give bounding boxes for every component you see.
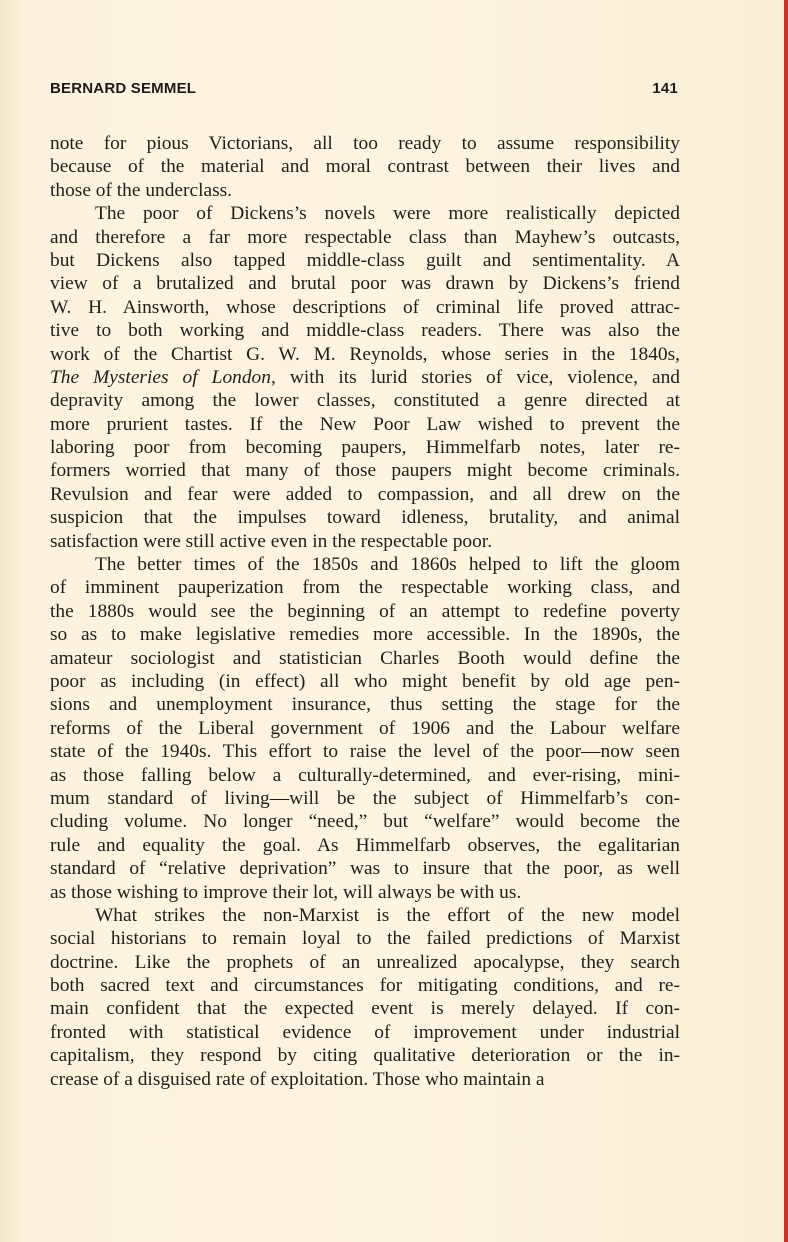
text-line: main confident that the expected event is merely delayed. If con- — [50, 998, 680, 1020]
text-line: of imminent pauperization from the respectable working class, and — [50, 577, 680, 599]
text-line: crease of a disguised rate of exploitation. Those who maintain a — [50, 1068, 545, 1090]
text-line: view of a brutalized and brutal poor was drawn by Dickens’s friend — [50, 273, 680, 295]
text-line: depravity among the lower classes, constituted a genre directed at — [50, 390, 680, 412]
text-line: so as to make legislative remedies more accessible. In the 1890s, the — [50, 624, 680, 646]
text-line: doctrine. Like the prophets of an unrealized apocalypse, they search — [50, 951, 680, 973]
text-line: but Dickens also tapped middle-class guilt and sentimentality. A — [50, 249, 680, 271]
text-line: poor as including (in effect) all who might benefit by old age pen- — [50, 670, 680, 692]
text-line: sions and unemployment insurance, thus setting the stage for the — [50, 694, 680, 716]
text-line: suspicion that the impulses toward idleness, brutality, and animal — [50, 507, 680, 529]
text-line: cluding volume. No longer “need,” but “welfare” would become the — [50, 811, 680, 833]
text-line: tive to both working and middle-class readers. There was also the — [50, 320, 680, 342]
text-line: as those wishing to improve their lot, will always be with us. — [50, 881, 522, 903]
text-line: those of the underclass. — [50, 179, 233, 201]
text-line: rule and equality the goal. As Himmelfarb observes, the egalitarian — [50, 834, 680, 856]
text-line: formers worried that many of those paupers might become criminals. — [50, 460, 680, 482]
text-line: as those falling below a culturally-determined, and ever-rising, mini- — [50, 764, 680, 786]
text-line: more prurient tastes. If the New Poor Law wished to prevent the — [50, 413, 680, 435]
body-text — [50, 132, 680, 1091]
text-line: reforms of the Liberal government of 1906 and the Labour welfare — [50, 717, 680, 739]
text-line: and therefore a far more respectable class than Mayhew’s outcasts, — [50, 226, 680, 248]
text-line: the 1880s would see the beginning of an attempt to redefine poverty — [50, 600, 680, 622]
running-head-author: BERNARD SEMMEL — [50, 80, 197, 97]
page-number: 141 — [652, 80, 678, 97]
text-line: standard of “relative deprivation” was to insure that the poor, as well — [50, 858, 680, 880]
text-line: What strikes the non-Marxist is the effort of the new model — [95, 904, 680, 926]
text-line: W. H. Ainsworth, whose descriptions of criminal life proved attrac- — [50, 296, 680, 318]
text-line: fronted with statistical evidence of improvement under industrial — [50, 1021, 680, 1043]
text-line: capitalism, they respond by citing qualitative deterioration or the in- — [50, 1045, 680, 1067]
text-line: because of the material and moral contrast between their lives and — [50, 156, 680, 178]
running-head — [50, 80, 680, 102]
book-title: The Mysteries of London — [50, 366, 271, 388]
text-line: social historians to remain loyal to the failed predictions of Marxist — [50, 928, 680, 950]
text-line: laboring poor from becoming paupers, Himmelfarb notes, later re- — [50, 437, 680, 459]
paragraph — [50, 132, 680, 202]
text-line: Revulsion and fear were added to compassion, and all drew on the — [50, 483, 680, 505]
text-span: , with its lurid stories of vice, violence, and — [270, 366, 681, 388]
text-line: satisfaction were still active even in the respectable poor. — [50, 530, 493, 552]
text-line: amateur sociologist and statistician Charles Booth would define the — [50, 647, 680, 669]
text-line: The poor of Dickens’s novels were more realistically depicted — [95, 203, 680, 225]
paragraph — [50, 553, 680, 904]
text-line — [50, 366, 680, 389]
page-edge — [784, 0, 788, 1242]
text-line: The better times of the 1850s and 1860s helped to lift the gloom — [95, 554, 680, 576]
text-line: mum standard of living—will be the subject of Himmelfarb’s con- — [50, 787, 680, 809]
text-line: state of the 1940s. This effort to raise the level of the poor—now seen — [50, 741, 680, 763]
text-line: work of the Chartist G. W. M. Reynolds, whose series in the 1840s, — [50, 343, 680, 365]
paragraph — [50, 202, 680, 553]
text-line: both sacred text and circumstances for mitigating conditions, and re- — [50, 975, 680, 997]
paragraph — [50, 904, 680, 1091]
text-line: note for pious Victorians, all too ready to assume responsibility — [50, 133, 680, 154]
